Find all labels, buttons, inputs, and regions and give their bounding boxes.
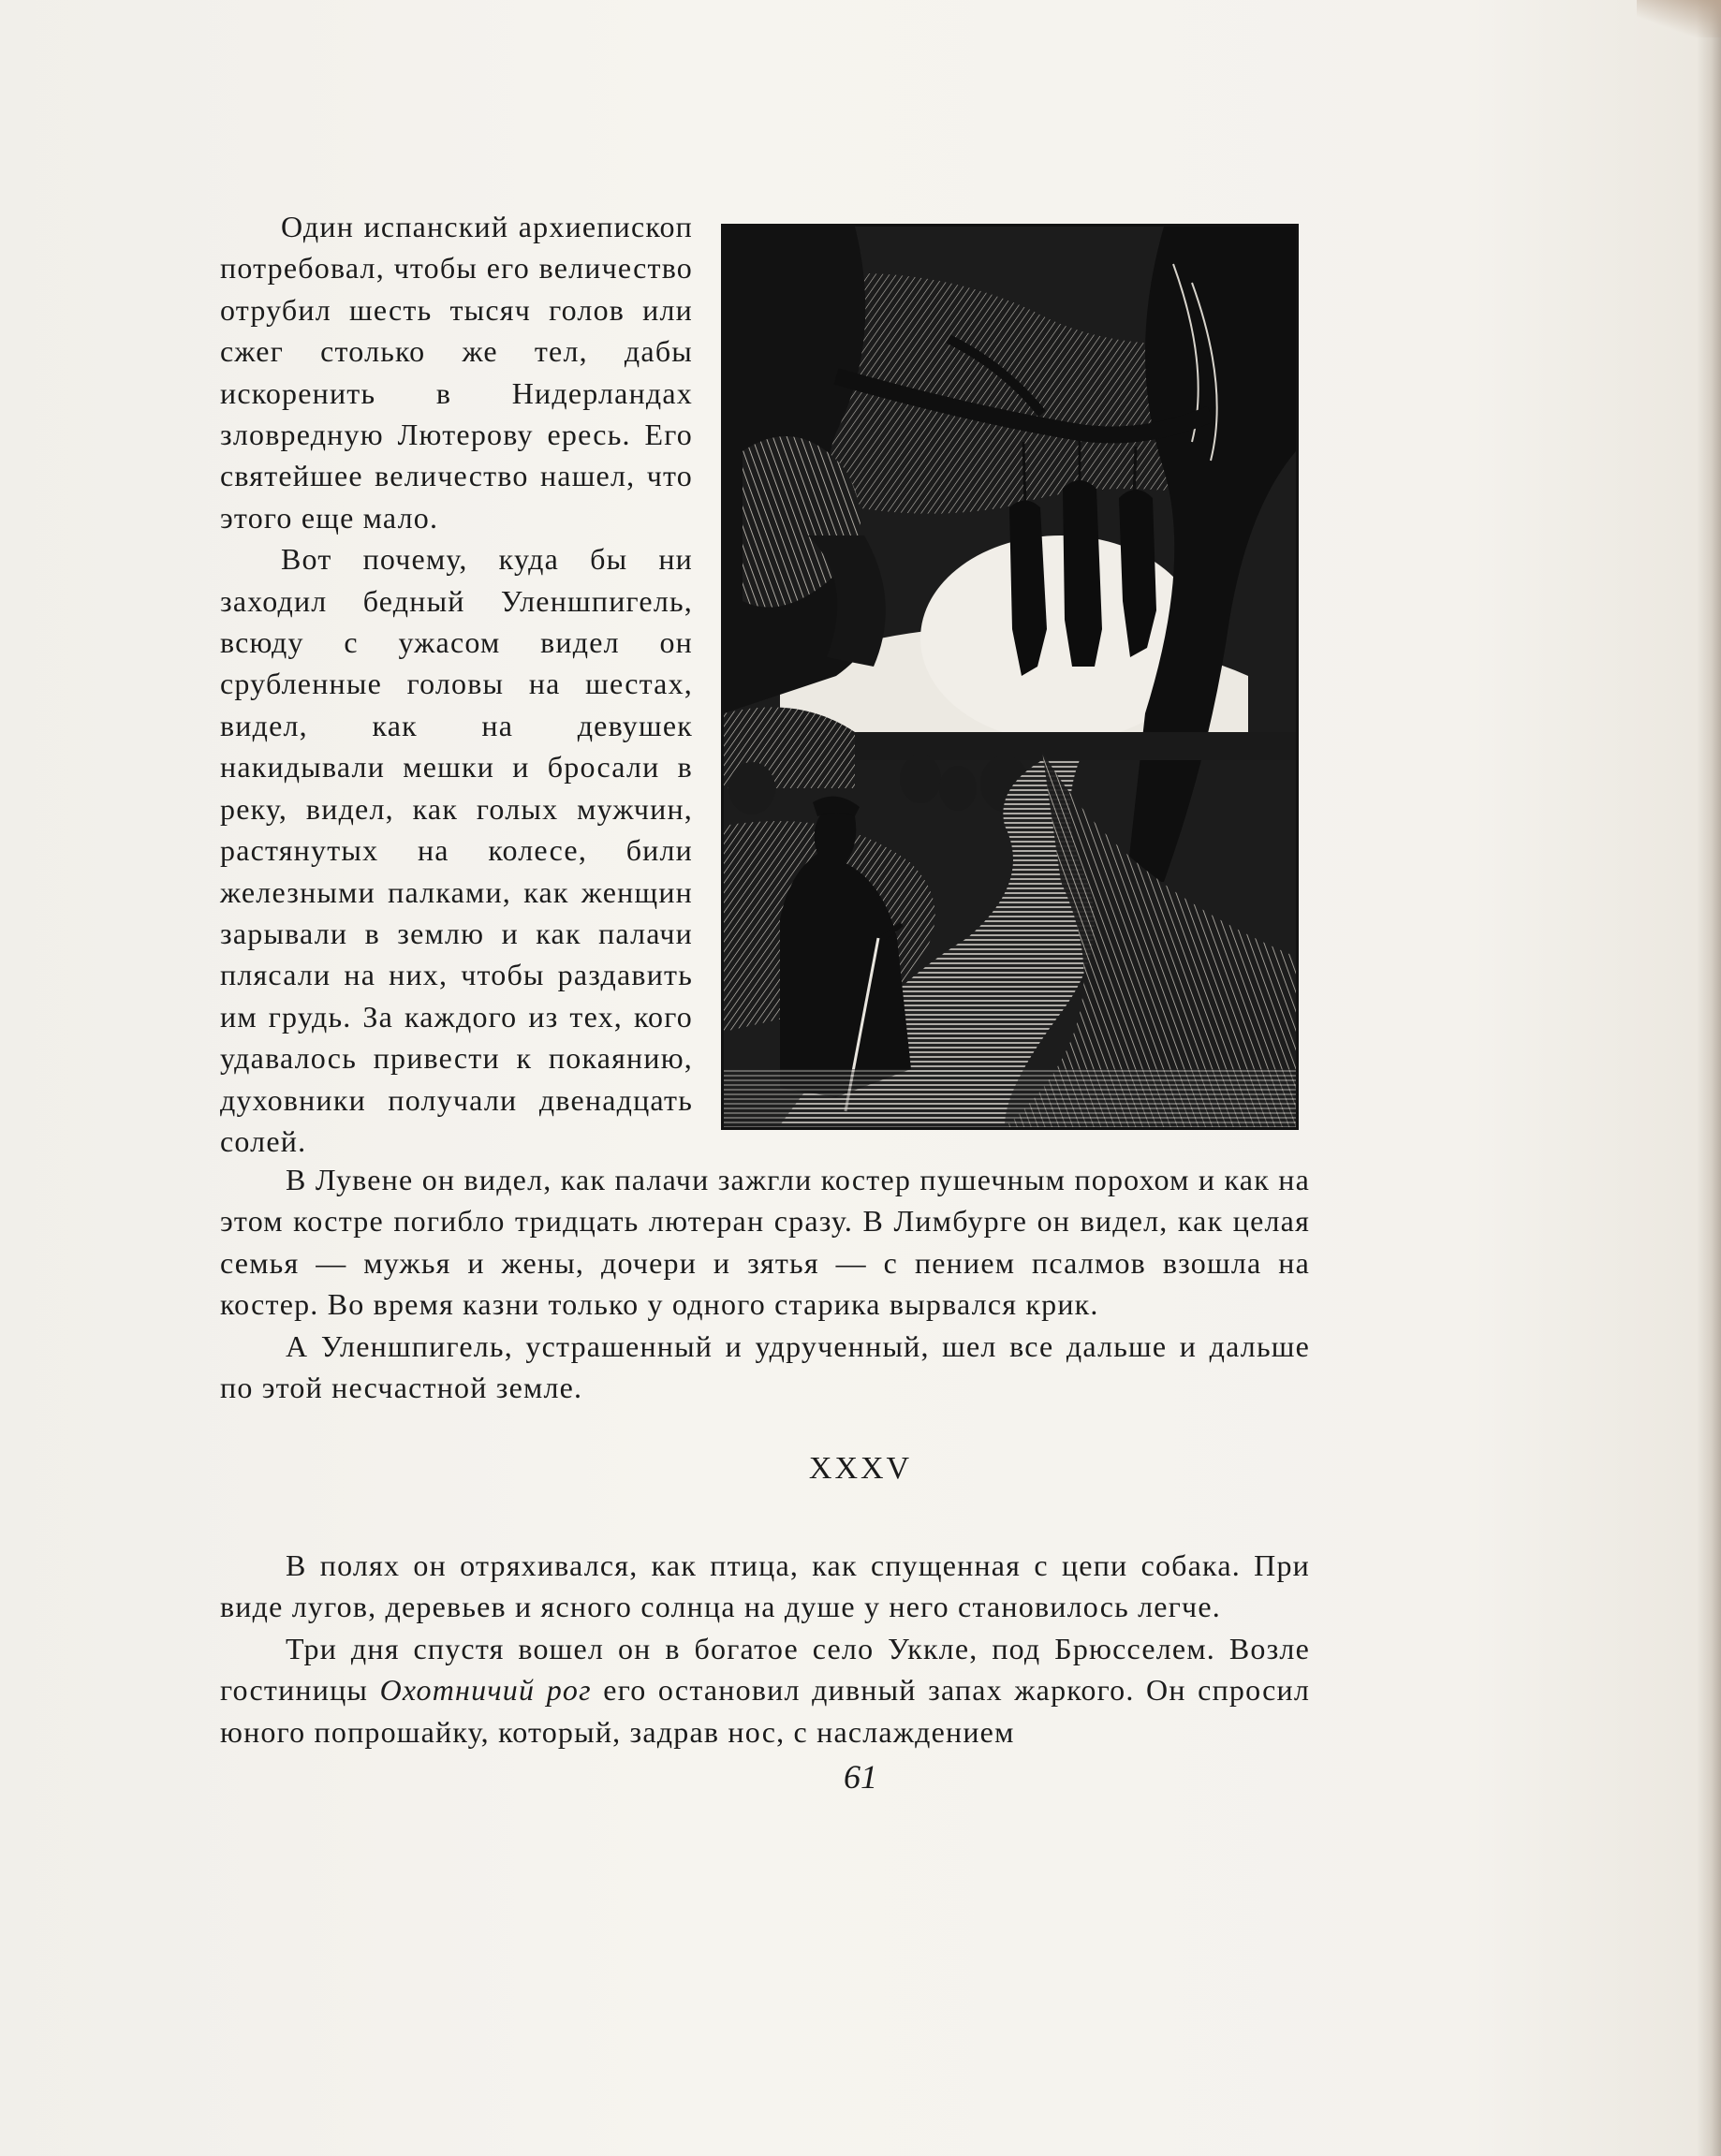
woodcut-hanged-men-image [724, 227, 1296, 1127]
uccle-text-end: его остановил дивный запах жаркого. Он спросил юного попрошайку, который, задрав нос, с наслаждением [220, 1673, 1310, 1749]
paragraph-fields: В полях он отряхивался, как птица, как спущенная с цепи собака. При виде лугов, деревьев и ясного солнца на душе у него становилось легче. [220, 1548, 1310, 1624]
left-text-column [220, 206, 693, 1162]
paragraph-louvain: В Лувене он видел, как палачи зажгли костер пушечным порохом и как на этом костре погибло тридцать лютеран сразу. В Лимбурге он видел, как целая семья — мужья и жены, дочери и зятья — с пением псалмов взошла на костер. Во время казни только у одного старика вырвался крик. [220, 1163, 1310, 1322]
paragraph-uccle [220, 1628, 1310, 1753]
uccle-text-start: Три дня спустя вошел он в богатое село Уккле, под Брюсселем. Возле гостиницы [220, 1631, 1310, 1708]
woodcut-illustration [721, 224, 1299, 1130]
page-edge-shadow [1697, 0, 1721, 2156]
paragraph-ulenspiegel-walks: А Уленшпигель, устрашенный и удрученный, шел все дальше и дальше по этой несчастной земле. [220, 1328, 1310, 1405]
page-number: 61 [844, 1758, 877, 1796]
inn-name-italic: Охотничий рог [379, 1673, 592, 1708]
paragraph-ulenspiegel-sees: Вот почему, куда бы ни заходил бедный Уленшпигель, всюду с ужасом видел он срубленные головы на шестах, видел, как на девушек накидывали мешки и бросали в реку, видел, как голых мужчин, растянутых на колесе, били железными палками, как женщин зарывали в землю и как палачи плясали на них, чтобы раздавить им грудь. За каждого из тех, кого удавалось привести к покаянию, духовники получали двенадцать солей. [220, 542, 693, 1158]
chapter-body-text [220, 1545, 1310, 1753]
full-width-text [220, 1159, 1310, 1408]
page-corner-stain [1637, 0, 1721, 37]
chapter-heading: XXXV [808, 1451, 913, 1486]
paragraph-archbishop: Один испанский архиепископ потребовал, чтобы его величество отрубил шесть тысяч голов или сжег столько же тел, дабы искоренить в Нидерландах зловредную Лютерову ересь. Его святейшее величество нашел, что этого еще мало. [220, 210, 693, 535]
